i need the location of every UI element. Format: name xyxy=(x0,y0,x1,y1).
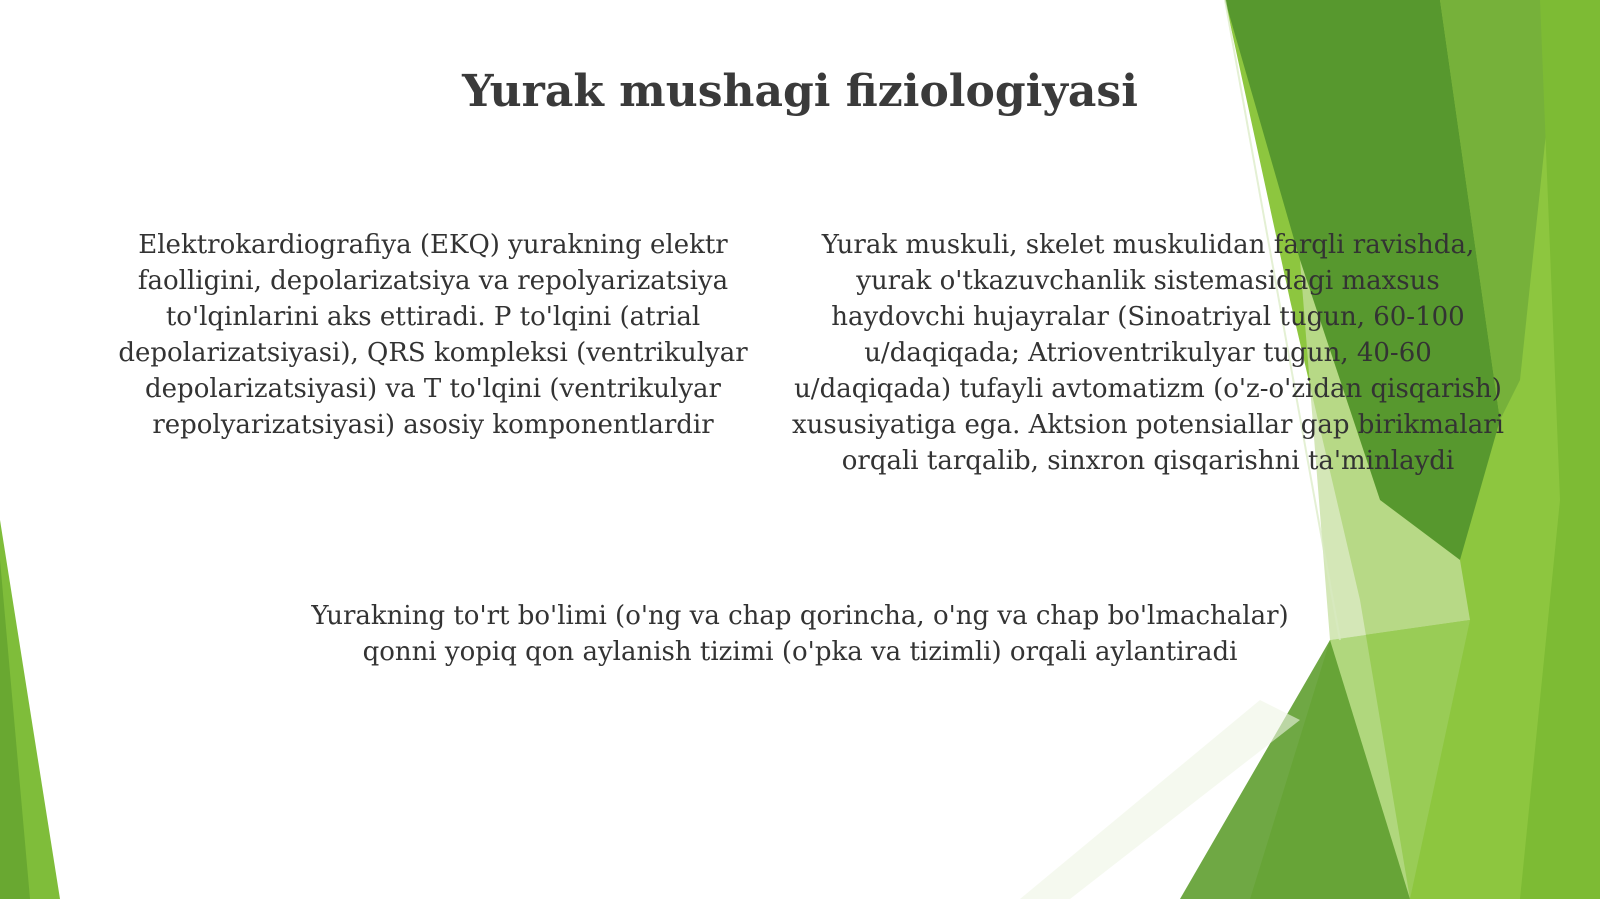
right-paragraph: Yurak muskuli, skelet muskulidan farqli ravishda, yurak o'tkazuvchanlik sistemasidagi maxsus haydovchi hujayralar (Sinoatriyal tugun, 60-100 u/daqiqada; Atrioventrikulyar tugun, 40-60 u/daqiqada) tufayli avtomatizm (o'z-o'zidan qisqarish) xususiyatiga ega. Aktsion potensiallar gap birikmalari orqali tarqalib, sinxron qisqarishni ta'minlaydi xyxy=(792,230,1504,476)
left-paragraph: Elektrokardiografiya (EKQ) yurakning elektr faolligini, depolarizatsiya va repolyarizatsiya to'lqinlarini aks ettiradi. P to'lqini (atrial depolarizatsiyasi), QRS kompleksi (ventrikulyar depolarizatsiyasi) va T to'lqini (ventrikulyar repolyarizatsiyasi) asosiy komponentlardir xyxy=(118,230,748,440)
bottom-paragraph: Yurakning to'rt bo'limi (o'ng va chap qorincha, o'ng va chap bo'lmachalar) qonni yopiq qon aylanish tizimi (o'pka va tizimli) orqali aylantiradi xyxy=(311,601,1289,667)
slide-title: Yurak mushagi fiziologiyasi xyxy=(462,66,1138,117)
